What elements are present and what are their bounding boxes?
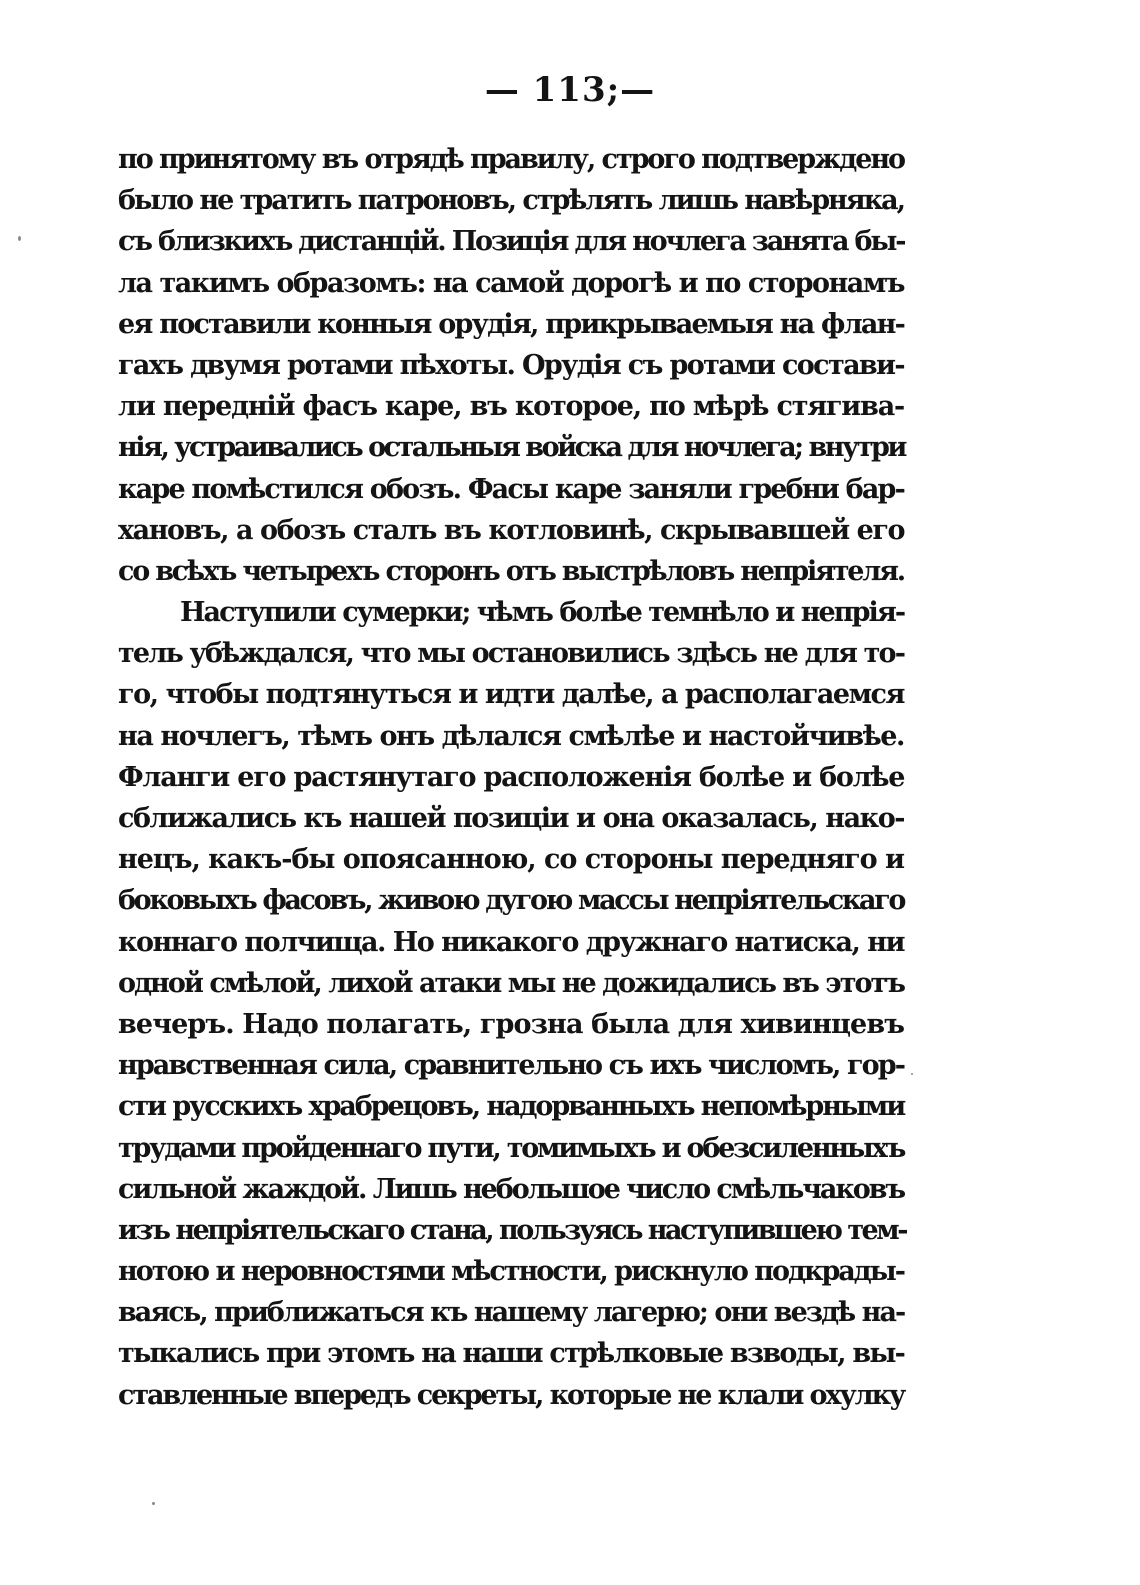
text-line: тель убѣждался, что мы остановились здѣсь не для то- — [118, 638, 905, 670]
text-line: было не тратить патроновъ, стрѣлять лишь навѣрняка, — [118, 185, 904, 217]
text-line: нотою и неровностями мѣстности, рискнуло подкрады- — [118, 1256, 904, 1288]
text-line: сближались къ нашей позиціи и она оказалась, нако- — [118, 803, 905, 834]
text-line: каре помѣстился обозъ. Фасы каре заняли гребни бар- — [118, 473, 904, 505]
body-text — [118, 139, 904, 1416]
text-line: изъ непріятельскаго стана, пользуясь наступившею тем- — [118, 1214, 906, 1246]
text-line: со всѣхъ четырехъ сторонъ отъ выстрѣловъ непріятеля. — [118, 555, 904, 587]
text-line: Фланги его растянутаго расположенія болѣе и болѣе — [118, 761, 905, 793]
text-line: хановъ, а обозъ сталъ въ котловинѣ, скрывавшей его — [118, 514, 904, 546]
text-line: одной смѣлой, лихой атаки мы не дожидались въ этотъ — [118, 967, 904, 999]
text-line: нія, устраивались остальныя войска для ночлега; внутри — [118, 432, 905, 464]
text-line: коннаго полчища. Но никакого дружнаго натиска, ни — [118, 926, 904, 958]
text-line: ваясь, приближаться къ нашему лагерю; они вездѣ на- — [118, 1297, 905, 1329]
scan-speck — [911, 1073, 913, 1075]
text-line: сти русскихъ храбрецовъ, надорванныхъ непомѣрными — [118, 1091, 905, 1123]
page-number: — 113;— — [484, 70, 656, 110]
text-line: по принятому въ отрядѣ правилу, строго подтверждено — [118, 144, 904, 175]
text-line: ставленные впередъ секреты, которые не клали охулку — [118, 1379, 905, 1411]
text-line: ли передній фасъ каре, въ которое, по мѣрѣ стягива- — [118, 391, 904, 423]
text-line: ея поставили конныя орудія, прикрываемыя на флан- — [118, 308, 905, 340]
text-line: трудами пройденнаго пути, томимыхъ и обезсиленныхъ — [118, 1132, 905, 1164]
text-line: нравственная сила, сравнительно съ ихъ числомъ, гор- — [118, 1050, 904, 1082]
text-line: го, чтобы подтянуться и идти далѣе, а располагаемся — [118, 679, 904, 711]
text-line: боковыхъ фасовъ, живою дугою массы непріятельскаго — [118, 885, 905, 917]
text-line: тыкались при этомъ на наши стрѣлковые взводы, вы- — [118, 1338, 905, 1370]
text-line: на ночлегъ, тѣмъ онъ дѣлался смѣлѣе и настойчивѣе. — [118, 720, 904, 752]
text-line: нецъ, какъ-бы опоясанною, со стороны передняго и — [118, 844, 904, 876]
text-line: гахъ двумя ротами пѣхоты. Орудія съ ротами состави- — [118, 349, 904, 381]
text-line: съ близкихъ дистанцій. Позиція для ночлега занята бы- — [118, 226, 905, 258]
text-line: сильной жаждой. Лишь небольшое число смѣльчаковъ — [118, 1173, 904, 1205]
scan-speck — [18, 236, 21, 241]
scan-speck — [152, 1502, 155, 1505]
text-line: вечеръ. Надо полагать, грозна была для хивинцевъ — [118, 1008, 905, 1040]
text-line: Наступили сумерки; чѣмъ болѣе темнѣло и непрія- — [180, 597, 905, 629]
text-line: ла такимъ образомъ: на самой дорогѣ и по сторонамъ — [118, 267, 904, 299]
